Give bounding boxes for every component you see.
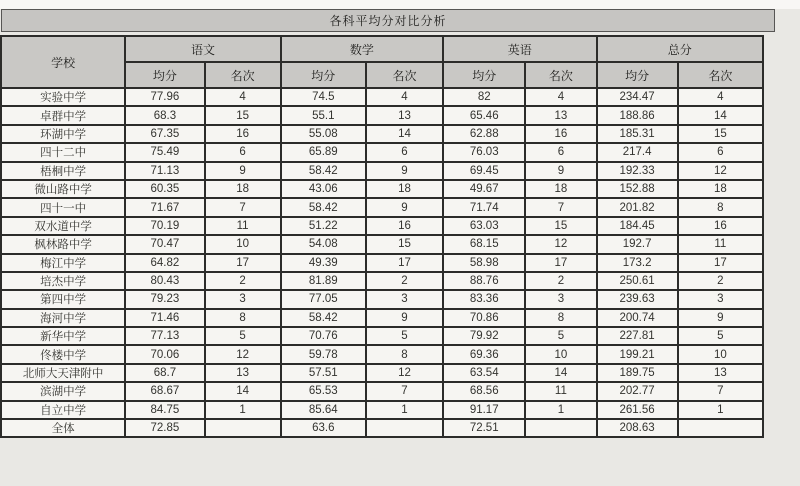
chinese-avg-cell: 68.67 bbox=[125, 382, 204, 400]
english-rank-cell bbox=[525, 419, 596, 437]
total-avg-cell: 234.47 bbox=[597, 88, 678, 106]
chinese-avg-cell: 67.35 bbox=[125, 125, 204, 143]
total-rank-cell: 13 bbox=[678, 364, 763, 382]
total-avg-cell: 192.7 bbox=[597, 235, 678, 253]
school-cell: 北师大天津附中 bbox=[1, 364, 125, 382]
chinese-rank-cell: 7 bbox=[205, 198, 281, 216]
table-row bbox=[1, 254, 763, 272]
english-avg-cell: 58.98 bbox=[443, 254, 525, 272]
school-cell: 微山路中学 bbox=[1, 180, 125, 198]
chinese-avg-cell: 68.7 bbox=[125, 364, 204, 382]
total-rank-cell: 4 bbox=[678, 88, 763, 106]
total-rank-cell: 14 bbox=[678, 106, 763, 124]
english-avg-cell: 88.76 bbox=[443, 272, 525, 290]
math-avg-cell: 81.89 bbox=[281, 272, 366, 290]
math-avg-cell: 74.5 bbox=[281, 88, 366, 106]
school-cell: 自立中学 bbox=[1, 401, 125, 419]
total-rank-cell: 9 bbox=[678, 309, 763, 327]
report-title-band bbox=[1, 9, 775, 32]
chinese-avg-cell: 71.13 bbox=[125, 162, 204, 180]
english-rank-cell: 14 bbox=[525, 364, 596, 382]
chinese-avg-cell: 70.06 bbox=[125, 345, 204, 363]
math-rank-cell bbox=[366, 419, 443, 437]
math-rank-cell: 17 bbox=[366, 254, 443, 272]
english-rank-cell: 11 bbox=[525, 382, 596, 400]
chinese-avg-cell: 79.23 bbox=[125, 290, 204, 308]
math-rank-cell: 18 bbox=[366, 180, 443, 198]
total-avg-cell: 173.2 bbox=[597, 254, 678, 272]
table-row bbox=[1, 272, 763, 290]
english-rank-cell: 10 bbox=[525, 345, 596, 363]
math-avg-cell: 70.76 bbox=[281, 327, 366, 345]
english-avg-cell: 76.03 bbox=[443, 143, 525, 161]
total-avg-cell: 152.88 bbox=[597, 180, 678, 198]
english-avg-cell: 79.92 bbox=[443, 327, 525, 345]
chinese-rank-cell bbox=[205, 419, 281, 437]
math-avg-cell: 58.42 bbox=[281, 309, 366, 327]
sub-header-math-rank: 名次 bbox=[366, 62, 443, 88]
total-avg-cell: 185.31 bbox=[597, 125, 678, 143]
english-avg-cell: 65.46 bbox=[443, 106, 525, 124]
total-avg-cell: 188.86 bbox=[597, 106, 678, 124]
chinese-avg-cell: 71.46 bbox=[125, 309, 204, 327]
english-avg-cell: 82 bbox=[443, 88, 525, 106]
table-row bbox=[1, 345, 763, 363]
math-rank-cell: 16 bbox=[366, 217, 443, 235]
english-avg-cell: 69.36 bbox=[443, 345, 525, 363]
math-avg-cell: 49.39 bbox=[281, 254, 366, 272]
english-avg-cell: 62.88 bbox=[443, 125, 525, 143]
english-rank-cell: 5 bbox=[525, 327, 596, 345]
school-cell: 卓群中学 bbox=[1, 106, 125, 124]
subject-header-row bbox=[1, 36, 763, 62]
chinese-rank-cell: 4 bbox=[205, 88, 281, 106]
table-row bbox=[1, 290, 763, 308]
math-avg-cell: 58.42 bbox=[281, 162, 366, 180]
table-row bbox=[1, 309, 763, 327]
table-row bbox=[1, 180, 763, 198]
math-avg-cell: 43.06 bbox=[281, 180, 366, 198]
english-avg-cell: 72.51 bbox=[443, 419, 525, 437]
school-cell: 新华中学 bbox=[1, 327, 125, 345]
math-avg-cell: 51.22 bbox=[281, 217, 366, 235]
sub-header-total-rank: 名次 bbox=[678, 62, 763, 88]
school-cell: 梅江中学 bbox=[1, 254, 125, 272]
math-rank-cell: 14 bbox=[366, 125, 443, 143]
table-row bbox=[1, 162, 763, 180]
chinese-avg-cell: 60.35 bbox=[125, 180, 204, 198]
math-avg-cell: 57.51 bbox=[281, 364, 366, 382]
math-avg-cell: 58.42 bbox=[281, 198, 366, 216]
total-rank-cell: 7 bbox=[678, 382, 763, 400]
english-rank-cell: 15 bbox=[525, 217, 596, 235]
school-cell: 海河中学 bbox=[1, 309, 125, 327]
english-avg-cell: 68.15 bbox=[443, 235, 525, 253]
table-row bbox=[1, 235, 763, 253]
math-rank-cell: 7 bbox=[366, 382, 443, 400]
score-table bbox=[0, 35, 764, 438]
english-rank-cell: 4 bbox=[525, 88, 596, 106]
english-rank-cell: 13 bbox=[525, 106, 596, 124]
math-rank-cell: 9 bbox=[366, 309, 443, 327]
subject-header-total: 总分 bbox=[597, 36, 764, 62]
total-avg-cell: 184.45 bbox=[597, 217, 678, 235]
total-rank-cell: 6 bbox=[678, 143, 763, 161]
total-rank-cell: 11 bbox=[678, 235, 763, 253]
table-row bbox=[1, 217, 763, 235]
report-title: 各科平均分对比分析 bbox=[329, 14, 447, 28]
english-rank-cell: 7 bbox=[525, 198, 596, 216]
total-rank-cell: 8 bbox=[678, 198, 763, 216]
math-avg-cell: 54.08 bbox=[281, 235, 366, 253]
sub-header-english-rank: 名次 bbox=[525, 62, 596, 88]
english-avg-cell: 69.45 bbox=[443, 162, 525, 180]
math-rank-cell: 9 bbox=[366, 198, 443, 216]
math-rank-cell: 8 bbox=[366, 345, 443, 363]
school-cell: 枫林路中学 bbox=[1, 235, 125, 253]
english-rank-cell: 17 bbox=[525, 254, 596, 272]
school-cell: 实验中学 bbox=[1, 88, 125, 106]
math-avg-cell: 65.89 bbox=[281, 143, 366, 161]
english-avg-cell: 71.74 bbox=[443, 198, 525, 216]
math-rank-cell: 6 bbox=[366, 143, 443, 161]
chinese-rank-cell: 11 bbox=[205, 217, 281, 235]
table-row bbox=[1, 106, 763, 124]
chinese-avg-cell: 72.85 bbox=[125, 419, 204, 437]
english-avg-cell: 49.67 bbox=[443, 180, 525, 198]
english-rank-cell: 1 bbox=[525, 401, 596, 419]
english-rank-cell: 16 bbox=[525, 125, 596, 143]
chinese-rank-cell: 9 bbox=[205, 162, 281, 180]
school-cell: 全体 bbox=[1, 419, 125, 437]
total-rank-cell: 10 bbox=[678, 345, 763, 363]
subject-header-chinese: 语文 bbox=[125, 36, 280, 62]
school-cell: 环湖中学 bbox=[1, 125, 125, 143]
chinese-rank-cell: 1 bbox=[205, 401, 281, 419]
chinese-rank-cell: 14 bbox=[205, 382, 281, 400]
school-cell: 四十一中 bbox=[1, 198, 125, 216]
english-avg-cell: 83.36 bbox=[443, 290, 525, 308]
school-cell: 滨湖中学 bbox=[1, 382, 125, 400]
total-avg-cell: 227.81 bbox=[597, 327, 678, 345]
sub-header-english-avg: 均分 bbox=[443, 62, 525, 88]
school-cell: 佟楼中学 bbox=[1, 345, 125, 363]
english-avg-cell: 91.17 bbox=[443, 401, 525, 419]
math-avg-cell: 55.08 bbox=[281, 125, 366, 143]
total-rank-cell: 12 bbox=[678, 162, 763, 180]
table-row bbox=[1, 143, 763, 161]
chinese-rank-cell: 15 bbox=[205, 106, 281, 124]
sub-header-chinese-avg: 均分 bbox=[125, 62, 204, 88]
school-cell: 培杰中学 bbox=[1, 272, 125, 290]
english-rank-cell: 6 bbox=[525, 143, 596, 161]
table-row bbox=[1, 419, 763, 437]
math-avg-cell: 65.53 bbox=[281, 382, 366, 400]
school-cell: 四十二中 bbox=[1, 143, 125, 161]
chinese-avg-cell: 77.96 bbox=[125, 88, 204, 106]
score-table-body bbox=[1, 88, 763, 437]
english-rank-cell: 3 bbox=[525, 290, 596, 308]
chinese-avg-cell: 80.43 bbox=[125, 272, 204, 290]
total-avg-cell: 208.63 bbox=[597, 419, 678, 437]
school-cell: 第四中学 bbox=[1, 290, 125, 308]
english-avg-cell: 70.86 bbox=[443, 309, 525, 327]
english-rank-cell: 2 bbox=[525, 272, 596, 290]
total-avg-cell: 261.56 bbox=[597, 401, 678, 419]
total-avg-cell: 217.4 bbox=[597, 143, 678, 161]
total-avg-cell: 200.74 bbox=[597, 309, 678, 327]
math-rank-cell: 12 bbox=[366, 364, 443, 382]
english-rank-cell: 8 bbox=[525, 309, 596, 327]
chinese-avg-cell: 71.67 bbox=[125, 198, 204, 216]
total-avg-cell: 192.33 bbox=[597, 162, 678, 180]
total-rank-cell: 17 bbox=[678, 254, 763, 272]
table-row bbox=[1, 382, 763, 400]
math-rank-cell: 1 bbox=[366, 401, 443, 419]
total-rank-cell: 15 bbox=[678, 125, 763, 143]
chinese-avg-cell: 70.47 bbox=[125, 235, 204, 253]
sub-header-chinese-rank: 名次 bbox=[205, 62, 281, 88]
total-avg-cell: 250.61 bbox=[597, 272, 678, 290]
english-rank-cell: 9 bbox=[525, 162, 596, 180]
math-avg-cell: 85.64 bbox=[281, 401, 366, 419]
chinese-rank-cell: 10 bbox=[205, 235, 281, 253]
math-rank-cell: 13 bbox=[366, 106, 443, 124]
chinese-avg-cell: 75.49 bbox=[125, 143, 204, 161]
subject-header-english: 英语 bbox=[443, 36, 596, 62]
table-row bbox=[1, 327, 763, 345]
math-avg-cell: 63.6 bbox=[281, 419, 366, 437]
chinese-rank-cell: 3 bbox=[205, 290, 281, 308]
math-rank-cell: 15 bbox=[366, 235, 443, 253]
table-row bbox=[1, 198, 763, 216]
table-row bbox=[1, 364, 763, 382]
english-avg-cell: 63.03 bbox=[443, 217, 525, 235]
math-rank-cell: 5 bbox=[366, 327, 443, 345]
sub-header-total-avg: 均分 bbox=[597, 62, 678, 88]
subject-header-math: 数学 bbox=[281, 36, 443, 62]
chinese-rank-cell: 12 bbox=[205, 345, 281, 363]
top-margin-strip bbox=[0, 0, 800, 9]
chinese-rank-cell: 8 bbox=[205, 309, 281, 327]
total-rank-cell: 1 bbox=[678, 401, 763, 419]
chinese-rank-cell: 6 bbox=[205, 143, 281, 161]
chinese-rank-cell: 2 bbox=[205, 272, 281, 290]
math-rank-cell: 4 bbox=[366, 88, 443, 106]
math-rank-cell: 2 bbox=[366, 272, 443, 290]
total-avg-cell: 202.77 bbox=[597, 382, 678, 400]
total-rank-cell: 2 bbox=[678, 272, 763, 290]
school-column-header: 学校 bbox=[1, 36, 125, 88]
chinese-rank-cell: 16 bbox=[205, 125, 281, 143]
total-rank-cell: 16 bbox=[678, 217, 763, 235]
total-avg-cell: 189.75 bbox=[597, 364, 678, 382]
chinese-rank-cell: 5 bbox=[205, 327, 281, 345]
total-rank-cell: 3 bbox=[678, 290, 763, 308]
english-avg-cell: 63.54 bbox=[443, 364, 525, 382]
chinese-rank-cell: 17 bbox=[205, 254, 281, 272]
english-avg-cell: 68.56 bbox=[443, 382, 525, 400]
english-rank-cell: 18 bbox=[525, 180, 596, 198]
chinese-avg-cell: 70.19 bbox=[125, 217, 204, 235]
math-avg-cell: 55.1 bbox=[281, 106, 366, 124]
english-rank-cell: 12 bbox=[525, 235, 596, 253]
total-avg-cell: 199.21 bbox=[597, 345, 678, 363]
table-row bbox=[1, 401, 763, 419]
table-row bbox=[1, 125, 763, 143]
sub-header-math-avg: 均分 bbox=[281, 62, 366, 88]
chinese-avg-cell: 77.13 bbox=[125, 327, 204, 345]
school-cell: 双水道中学 bbox=[1, 217, 125, 235]
math-avg-cell: 77.05 bbox=[281, 290, 366, 308]
chinese-rank-cell: 13 bbox=[205, 364, 281, 382]
table-row bbox=[1, 88, 763, 106]
math-avg-cell: 59.78 bbox=[281, 345, 366, 363]
school-cell: 梧桐中学 bbox=[1, 162, 125, 180]
chinese-avg-cell: 68.3 bbox=[125, 106, 204, 124]
chinese-avg-cell: 64.82 bbox=[125, 254, 204, 272]
total-rank-cell: 18 bbox=[678, 180, 763, 198]
total-avg-cell: 201.82 bbox=[597, 198, 678, 216]
total-rank-cell bbox=[678, 419, 763, 437]
total-avg-cell: 239.63 bbox=[597, 290, 678, 308]
chinese-rank-cell: 18 bbox=[205, 180, 281, 198]
math-rank-cell: 3 bbox=[366, 290, 443, 308]
math-rank-cell: 9 bbox=[366, 162, 443, 180]
chinese-avg-cell: 84.75 bbox=[125, 401, 204, 419]
total-rank-cell: 5 bbox=[678, 327, 763, 345]
